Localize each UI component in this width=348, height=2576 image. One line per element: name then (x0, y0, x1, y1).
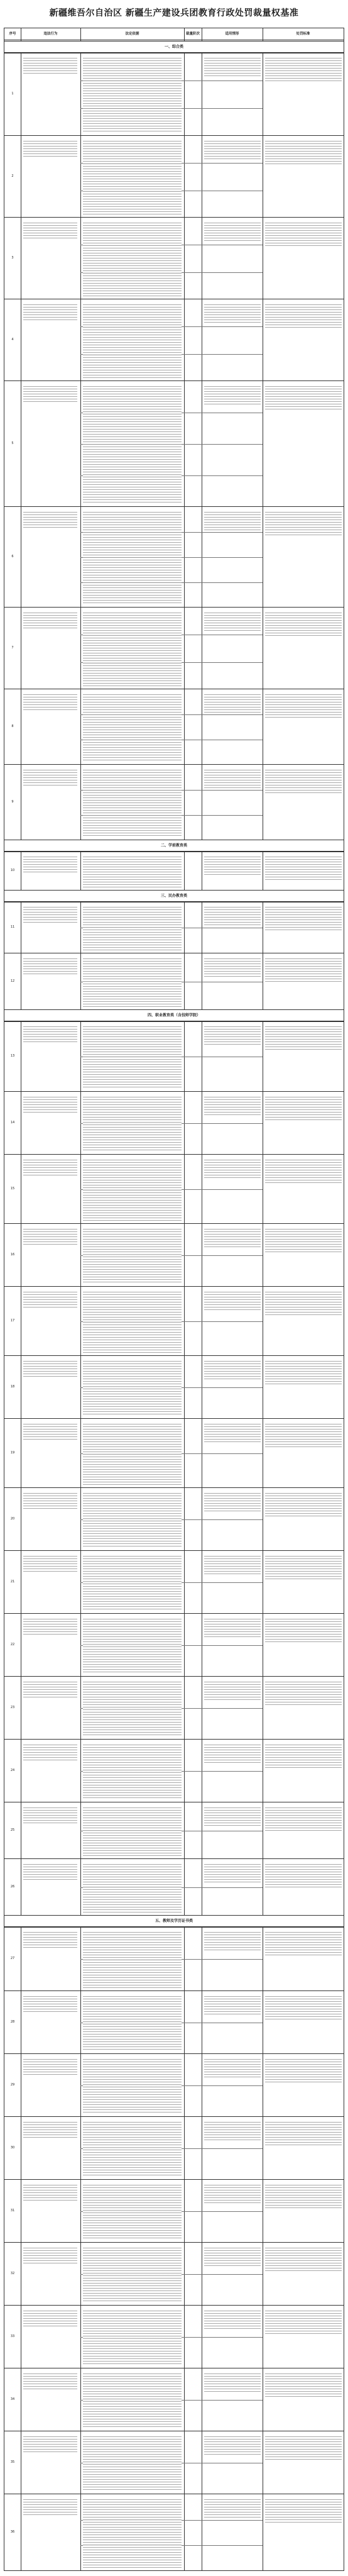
violation-text (23, 2246, 77, 2263)
legal-basis-text (83, 1024, 182, 1089)
table-row (4, 1154, 344, 1224)
row-index: 32 (10, 2272, 15, 2275)
table-row (4, 851, 344, 891)
situation-text (204, 1617, 261, 1638)
penalty-table (4, 28, 344, 2571)
situation-text (204, 905, 261, 926)
penalty-text (265, 1422, 342, 1448)
table-row (4, 2179, 344, 2243)
penalty-text (265, 221, 342, 247)
table-row (4, 1286, 344, 1356)
row-index: 7 (11, 646, 14, 650)
section-heading: 五、教师及学历证书类 (4, 1915, 344, 1928)
penalty-text (265, 768, 342, 794)
row-index: 10 (10, 869, 15, 872)
situation-text (204, 2246, 261, 2267)
violation-text (23, 1095, 77, 1113)
penalty-text (265, 2246, 342, 2272)
row-index: 1 (11, 92, 14, 96)
penalty-text (265, 1862, 342, 1889)
row-index: 8 (11, 724, 14, 728)
row-index: 31 (10, 2209, 15, 2212)
violation-text (23, 2183, 77, 2201)
situation-text (204, 1680, 261, 1701)
legal-basis-text (83, 2120, 182, 2177)
legal-basis-text (83, 1743, 182, 1799)
table-row (4, 2368, 344, 2431)
penalty-text (265, 2057, 342, 2084)
row-index: 21 (10, 1580, 15, 1584)
penalty-text (265, 1743, 342, 1769)
situation-text (204, 2497, 261, 2519)
table-row (4, 1418, 344, 1488)
header-legal-basis: 法定依据 (125, 32, 139, 36)
table-row (4, 135, 344, 218)
row-index: 15 (10, 1187, 15, 1191)
penalty-text (265, 1617, 342, 1643)
table-row (4, 953, 344, 1010)
violation-text (23, 1158, 77, 1175)
penalty-text (265, 1680, 342, 1706)
violation-text (23, 1290, 77, 1307)
row-index: 5 (11, 441, 14, 445)
table-row (4, 1550, 344, 1614)
violation-text (23, 510, 77, 528)
legal-basis-text (83, 1158, 182, 1221)
header-violation: 违法行为 (43, 32, 58, 36)
table-row (4, 1858, 344, 1916)
header-situation: 适用情形 (225, 32, 239, 36)
table-row (4, 52, 344, 136)
situation-text (204, 384, 261, 406)
table-row (4, 299, 344, 381)
legal-basis-text (83, 1359, 182, 1416)
legal-basis-text (83, 1806, 182, 1856)
situation-text (204, 768, 261, 789)
legal-basis-text (83, 855, 182, 887)
violation-text (23, 957, 77, 974)
legal-basis-text (83, 1862, 182, 1913)
penalty-text (265, 1158, 342, 1184)
penalty-text (265, 2183, 342, 2209)
situation-text (204, 2372, 261, 2393)
table-row (4, 1926, 344, 1991)
row-index: 36 (10, 2530, 15, 2534)
row-index: 18 (10, 1385, 15, 1389)
table-row (4, 1613, 344, 1677)
penalty-text (265, 139, 342, 165)
section-heading: 二、学前教育类 (4, 840, 344, 852)
table-row (4, 1223, 344, 1287)
penalty-text (265, 2434, 342, 2461)
table-row (4, 217, 344, 299)
legal-basis-text (83, 2497, 182, 2568)
penalty-text (265, 2120, 342, 2146)
legal-basis-text (83, 510, 182, 604)
row-index: 26 (10, 1885, 15, 1889)
situation-text (204, 1227, 261, 1248)
row-index: 23 (10, 1706, 15, 1709)
legal-basis-text (83, 2434, 182, 2491)
penalty-text (265, 1359, 342, 1385)
penalty-text (265, 303, 342, 329)
table-row (4, 1091, 344, 1155)
violation-text (23, 692, 77, 710)
situation-text (204, 1930, 261, 1951)
violation-text (23, 1680, 77, 1697)
penalty-text (265, 855, 342, 881)
situation-text (204, 1862, 261, 1884)
situation-text (204, 1491, 261, 1513)
row-index: 13 (10, 1054, 15, 1058)
legal-basis-text (83, 692, 182, 762)
violation-text (23, 56, 77, 74)
situation-text (204, 1994, 261, 2016)
situation-text (204, 855, 261, 876)
penalty-text (265, 1227, 342, 1253)
violation-text (23, 2497, 77, 2515)
table-header (4, 28, 344, 40)
penalty-text (265, 2309, 342, 2335)
situation-text (204, 510, 261, 531)
penalty-text (265, 1554, 342, 1580)
row-index: 2 (11, 174, 14, 178)
violation-text (23, 1930, 77, 1948)
situation-text (204, 2183, 261, 2204)
violation-text (23, 139, 77, 157)
violation-text (23, 1862, 77, 1880)
legal-basis-text (83, 905, 182, 950)
row-index: 33 (10, 2334, 15, 2338)
situation-text (204, 1095, 261, 1116)
violation-text (23, 303, 77, 320)
legal-basis-text (83, 1680, 182, 1736)
section-heading: 一、综合类 (4, 41, 344, 53)
penalty-text (265, 957, 342, 983)
header-penalty: 处罚标准 (296, 32, 310, 36)
row-index: 4 (11, 338, 14, 341)
violation-text (23, 1422, 77, 1440)
violation-text (23, 1554, 77, 1572)
table-row (4, 689, 344, 765)
row-index: 11 (10, 925, 15, 929)
section-heading: 四、职业教育类（含技师学院） (4, 1009, 344, 1022)
violation-text (23, 855, 77, 872)
situation-text (204, 2309, 261, 2330)
legal-basis-text (83, 139, 182, 214)
row-index: 24 (10, 1768, 15, 1772)
violation-text (23, 611, 77, 628)
legal-basis-text (83, 1290, 182, 1353)
penalty-text (265, 1290, 342, 1316)
row-index: 30 (10, 2146, 15, 2150)
situation-text (204, 303, 261, 324)
violation-text (23, 1227, 77, 1245)
legal-basis-text (83, 2372, 182, 2428)
legal-basis-text (83, 2246, 182, 2302)
document-title: 新疆维吾尔自治区 新疆生产建设兵团教育行政处罚裁量权基准 (49, 8, 299, 18)
violation-text (23, 768, 77, 786)
table-row (4, 2053, 344, 2117)
situation-text (204, 1158, 261, 1179)
table-row (4, 1990, 344, 2054)
table-row (4, 2494, 344, 2571)
table-row (4, 1676, 344, 1740)
row-index: 27 (10, 1957, 15, 1960)
legal-basis-text (83, 221, 182, 296)
situation-text (204, 1743, 261, 1764)
legal-basis-text (83, 1491, 182, 1548)
penalty-text (265, 905, 342, 931)
legal-basis-text (83, 1930, 182, 1988)
situation-text (204, 611, 261, 632)
table-row (4, 901, 344, 953)
penalty-text (265, 1994, 342, 2021)
violation-text (23, 1743, 77, 1760)
table-row (4, 2431, 344, 2494)
table-row (4, 1355, 344, 1419)
row-index: 16 (10, 1253, 15, 1257)
row-index: 34 (10, 2397, 15, 2401)
violation-text (23, 905, 77, 923)
row-index: 25 (10, 1828, 15, 1832)
penalty-text (265, 2372, 342, 2398)
situation-text (204, 1024, 261, 1046)
situation-text (204, 1359, 261, 1380)
legal-basis-text (83, 1095, 182, 1152)
header-level: 裁量阶次 (185, 32, 200, 36)
legal-basis-text (83, 1422, 182, 1485)
violation-text (23, 2120, 77, 2138)
penalty-text (265, 1095, 342, 1121)
legal-basis-text (83, 1994, 182, 2051)
table-row (4, 764, 344, 840)
table-row (4, 607, 344, 689)
penalty-text (265, 1806, 342, 1832)
row-index: 22 (10, 1643, 15, 1646)
legal-basis-text (83, 384, 182, 504)
section-heading: 三、民办教育类 (4, 890, 344, 902)
table-row (4, 2242, 344, 2306)
table-row (4, 380, 344, 507)
legal-basis-text (83, 56, 182, 133)
table-row (4, 1021, 344, 1092)
situation-text (204, 957, 261, 978)
situation-text (204, 1806, 261, 1827)
violation-text (23, 1617, 77, 1635)
row-index: 20 (10, 1517, 15, 1521)
violation-text (23, 2372, 77, 2389)
legal-basis-text (83, 768, 182, 837)
legal-basis-text (83, 1554, 182, 1611)
row-index: 12 (10, 979, 15, 983)
penalty-text (265, 2497, 342, 2524)
row-index: 17 (10, 1319, 15, 1323)
row-index: 35 (10, 2460, 15, 2464)
row-index: 14 (10, 1121, 15, 1124)
violation-text (23, 1024, 77, 1042)
table-row (4, 2305, 344, 2368)
legal-basis-text (83, 611, 182, 686)
situation-text (204, 2057, 261, 2079)
legal-basis-text (83, 2057, 182, 2114)
violation-text (23, 1491, 77, 1509)
violation-text (23, 384, 77, 402)
table-row (4, 2116, 344, 2180)
penalty-text (265, 56, 342, 82)
penalty-text (265, 510, 342, 536)
penalty-text (265, 1024, 342, 1051)
penalty-text (265, 1491, 342, 1518)
violation-text (23, 1359, 77, 1377)
situation-text (204, 1554, 261, 1575)
situation-text (204, 2120, 261, 2141)
violation-text (23, 1806, 77, 1823)
legal-basis-text (83, 1617, 182, 1674)
row-index: 3 (11, 256, 14, 260)
legal-basis-text (83, 2309, 182, 2365)
legal-basis-text (83, 957, 182, 1007)
legal-basis-text (83, 1227, 182, 1284)
penalty-text (265, 384, 342, 411)
violation-text (23, 2057, 77, 2075)
situation-text (204, 139, 261, 160)
penalty-text (265, 611, 342, 637)
table-row (4, 1739, 344, 1802)
situation-text (204, 692, 261, 714)
violation-text (23, 221, 77, 238)
table-row (4, 1802, 344, 1859)
situation-text (204, 221, 261, 242)
table-row (4, 1487, 344, 1551)
table-row (4, 506, 344, 608)
row-index: 9 (11, 800, 14, 804)
legal-basis-text (83, 2183, 182, 2240)
row-index: 28 (10, 2020, 15, 2024)
row-index: 19 (10, 1451, 15, 1455)
row-index: 6 (11, 555, 14, 558)
violation-text (23, 2434, 77, 2452)
violation-text (23, 2309, 77, 2326)
row-index: 29 (10, 2083, 15, 2087)
violation-text (23, 1994, 77, 2012)
legal-basis-text (83, 303, 182, 378)
situation-text (204, 1422, 261, 1443)
situation-text (204, 56, 261, 77)
situation-text (204, 2434, 261, 2456)
situation-text (204, 1290, 261, 1311)
penalty-text (265, 692, 342, 719)
header-index: 序号 (9, 32, 16, 36)
penalty-text (265, 1930, 342, 1957)
